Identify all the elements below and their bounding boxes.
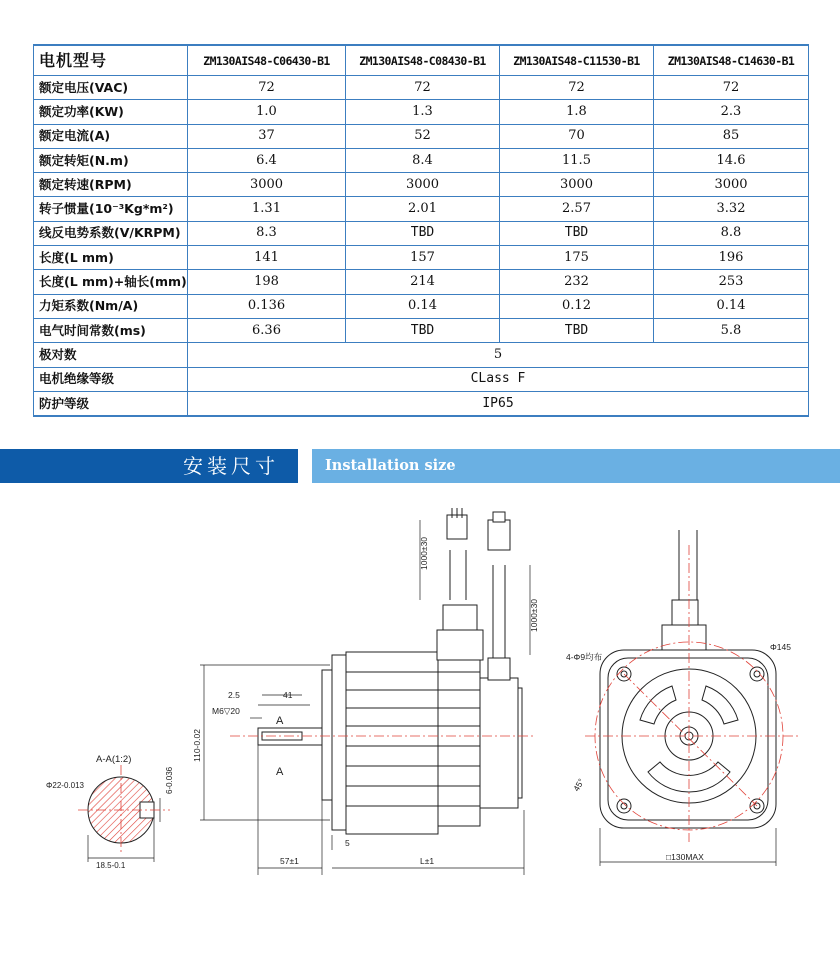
spec-cell: 0.14 [346,294,500,318]
dim-thread: M6▽20 [212,706,240,716]
spec-row-label: 电气时间常数(ms) [34,318,188,342]
spec-cell: 72 [188,76,346,100]
spec-cell: 3000 [188,173,346,197]
spec-row [34,270,809,294]
dim-key-length: 41 [283,690,293,700]
spec-row-merged [34,367,809,391]
spec-cell: 2.01 [346,197,500,221]
spec-table [33,44,809,417]
section-mark: A [276,715,284,727]
spec-cell: 3000 [654,173,809,197]
spec-cell: 70 [500,124,654,148]
model-name: ZM130AIS48-C08430-B1 [346,45,500,76]
section-title-zh: 安装尺寸 [183,454,279,478]
section-banner [0,449,840,483]
spec-cell: TBD [500,221,654,245]
motor-front-view [600,530,776,866]
spec-cell: 8.3 [188,221,346,245]
dim-encoder-cable-length: 1000±30 [529,598,539,632]
section-title-en: Installation size [325,457,456,474]
spec-cell: 3000 [500,173,654,197]
dim-pcd: Φ145 [770,642,791,652]
power-connector [437,508,483,660]
spec-cell: TBD [500,318,654,342]
installation-drawing [0,490,840,960]
spec-merged-value: 5 [188,343,809,367]
spec-row [34,124,809,148]
spec-cell: 8.4 [346,148,500,172]
dim-shaft-diameter: Φ22-0.013 [46,781,84,790]
spec-cell: 3000 [346,173,500,197]
spec-merged-value: CLass F [188,367,809,391]
motor-body [346,652,480,834]
spec-cell: 1.3 [346,100,500,124]
dim-cable-length: 1000±30 [419,536,429,570]
spec-row-label: 转子惯量(10⁻³Kg*m²) [34,197,188,221]
dim-angle: 45° [571,776,587,793]
spec-row [34,100,809,124]
spec-cell: 5.8 [654,318,809,342]
spec-row [34,246,809,270]
spec-row-label: 额定电压(VAC) [34,76,188,100]
spec-cell: 157 [346,246,500,270]
spec-row-label: 额定转矩(N.m) [34,148,188,172]
spec-cell: 11.5 [500,148,654,172]
spec-cell: 72 [654,76,809,100]
spec-cell: 6.4 [188,148,346,172]
spec-cell: 232 [500,270,654,294]
spec-row-label: 额定功率(KW) [34,100,188,124]
spec-row-label: 防护等级 [34,391,188,416]
spec-cell: 8.8 [654,221,809,245]
spec-cell: 85 [654,124,809,148]
spec-cell: 198 [188,270,346,294]
spec-row-label: 力矩系数(Nm/A) [34,294,188,318]
spec-row [34,294,809,318]
spec-row [34,148,809,172]
spec-cell: TBD [346,318,500,342]
spec-cell: 72 [500,76,654,100]
spec-row [34,76,809,100]
spec-row-label: 极对数 [34,343,188,367]
spec-row-label: 长度(L mm)+轴长(mm) [34,270,188,294]
spec-cell: 0.14 [654,294,809,318]
section-view [88,777,160,862]
motor-shaft [258,728,328,745]
spec-cell: TBD [346,221,500,245]
spec-cell: 214 [346,270,500,294]
encoder-housing [480,678,522,808]
spec-row-merged [34,343,809,367]
spec-cell: 253 [654,270,809,294]
encoder-connector [488,512,510,680]
spec-row-label: 线反电势系数(V/KRPM) [34,221,188,245]
spec-row [34,173,809,197]
spec-row [34,318,809,342]
spec-cell: 175 [500,246,654,270]
spec-cell: 1.8 [500,100,654,124]
spec-cell: 1.31 [188,197,346,221]
dim-mount-holes: 4-Φ9均布 [566,652,603,662]
model-name: ZM130AIS48-C06430-B1 [188,45,346,76]
spec-cell: 72 [346,76,500,100]
spec-cell: 196 [654,246,809,270]
dim-key-width: 6-0.036 [165,766,174,794]
model-name: ZM130AIS48-C11530-B1 [500,45,654,76]
spec-row-merged [34,391,809,416]
spec-row [34,221,809,245]
dim-shaft-offset: 2.5 [228,690,240,700]
spec-cell: 14.6 [654,148,809,172]
spec-cell: 141 [188,246,346,270]
spec-row [34,197,809,221]
spec-cell: 52 [346,124,500,148]
dim-square: □130MAX [666,852,704,862]
spec-cell: 0.12 [500,294,654,318]
section-title: A-A(1:2) [96,754,132,765]
spec-row-label: 额定电流(A) [34,124,188,148]
table-header-row [34,45,809,76]
spec-cell: 37 [188,124,346,148]
section-mark: A [276,766,284,778]
dim-flange: 5 [345,838,350,848]
model-name: ZM130AIS48-C14630-B1 [654,45,809,76]
spec-row-label: 额定转速(RPM) [34,173,188,197]
spec-cell: 2.57 [500,197,654,221]
spec-cell: 0.136 [188,294,346,318]
header-label: 电机型号 [34,45,188,76]
motor-flange [322,655,346,830]
spec-row-label: 长度(L mm) [34,246,188,270]
spec-cell: 2.3 [654,100,809,124]
dim-shaft-length: 57±1 [280,856,299,866]
spec-cell: 6.36 [188,318,346,342]
dim-key-depth: 18.5-0.1 [96,861,126,870]
dim-spigot: 110-0.02 [192,729,202,762]
spec-row-label: 电机绝缘等级 [34,367,188,391]
spec-merged-value: IP65 [188,391,809,416]
dim-motor-length: L±1 [420,856,435,866]
spec-cell: 1.0 [188,100,346,124]
spec-cell: 3.32 [654,197,809,221]
